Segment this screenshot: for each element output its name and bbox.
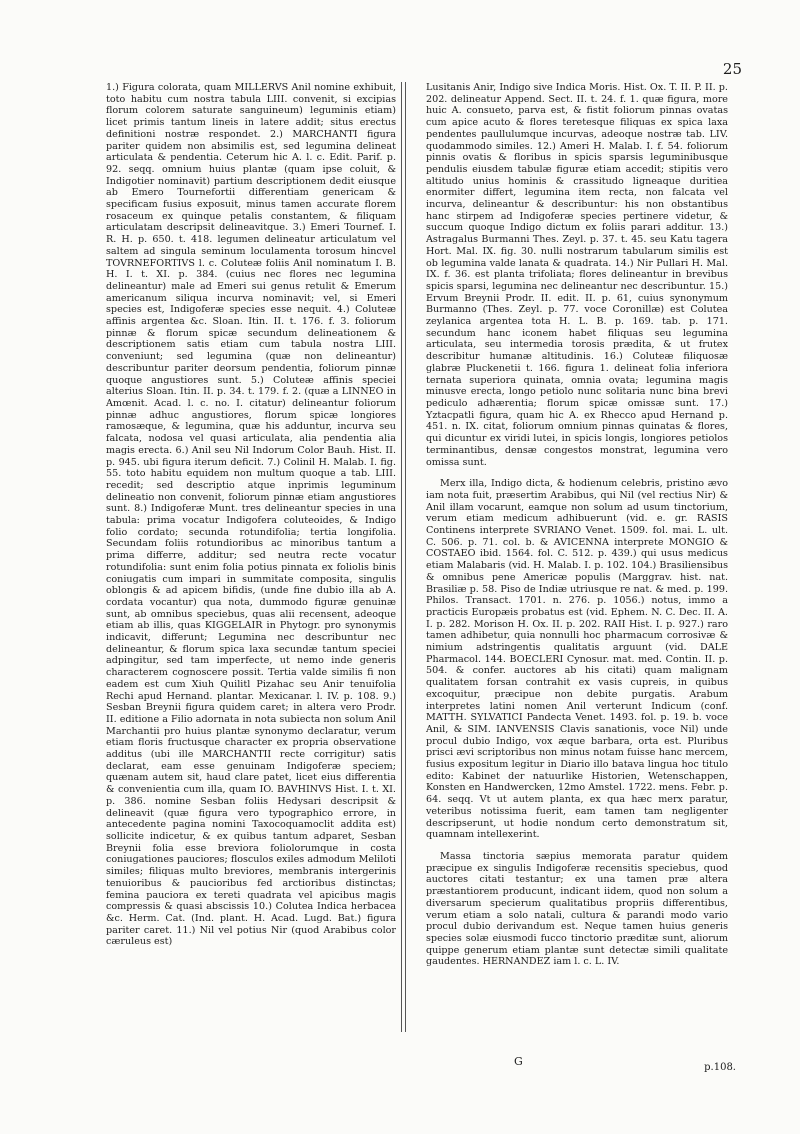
right-paragraph-2: Merx illa, Indigo dicta, & hodienum celebris, pristino ævo iam nota fuit, præsertim Arabibus, qui Nil (vel rectius Nir) & Anil illam vocarunt, eamque non solum ad usum tinctorium, verum etiam medicum adhibuerunt (vid. e. gr. RASIS Continens interprete SVRIANO Venet. 1509. fol. mai. L. ult. C. 506. p. 71. col. b. & AVICENNA interprete MONGIO & COSTAEO ibid. 1564. fol. C. 512. p. 439.) qui usus medicus etiam Malabaris (vid. H. Malab. I. p. 102. 104.) Brasiliensibus & omnibus pene Americæ populis (Marggrav. hist. nat. Brasiliæ p. 58. Piso de Indiæ utriusque re nat. & med. p. 199. Philos. Transact. 1701. n. 276. p. 1056.) notus, immo a practicis Europæis probatus est (vid. Ephem. N. C. Dec. II. A. I. p. 282. Morison H. Ox. II. p. 202. RAII Hist. I. p. 927.) raro tamen adhibetur, quia nonnulli hoc pharmacum corrosivæ & nimium adstringentis qualitatis arguunt (vid. DALE Pharmacol. 144. BOECLERI Cynosur. mat. med. Contin. II. p. 504. & confer. auctores ab his citati) quam malignam qualitatem forsan contrahit ex vasis cupreis, in quibus excoquitur, præcipue non debite purgatis. Arabum interpretes latini nomen Anil verterunt Indicum (conf. MATTH. SYLVATICI Pandecta Venet. 1493. fol. p. 19. b. voce Anil, & SIM. IANVENSIS Clavis sanationis, voce Nil) unde procul dubio Indigo, vox æque barbara, orta est. Pluribus prisci ævi scriptoribus non minus notam fuisse hanc mercem, fusius expositum legitur in Diario illo batava lingua hoc titulo edito: Kabinet der natuurlike Historien, Wetenschappen, Konsten en Handwercken, 12mo Amstel. 1722. mens. Febr. p. 64. seqq. Vt ut autem planta, ex qua hæc merx paratur, veteribus notissima fuerit, eam tamen tam negligenter descripserunt, ut hodie nondum certo demonstratum sit, quamnam intellexerint. bbox=[426, 478, 728, 841]
catchword: p.108. bbox=[704, 1062, 736, 1073]
page-number: 25 bbox=[722, 60, 742, 78]
column-rule-inner bbox=[405, 82, 406, 1032]
signature-mark: G bbox=[514, 1055, 523, 1068]
right-column bbox=[426, 82, 728, 968]
left-paragraph-1: 1.) Figura colorata, quam MILLERVS Anil nomine exhibuit, toto habitu cum nostra tabula LIII. convenit, si excipias florum colorem saturate sanguineum) leguminis etiam) licet primis tantum lineis in latere addit; situs erectus definitioni nostræ respondet. 2.) MARCHANTI figura pariter quidem non absimilis est, sed legumina delineat articulata & pendentia. Ceterum hic A. l. c. Edit. Parif. p. 92. seqq. omnium huius plantæ (quam ipse coluit, & Indigotier nominavit) partium descriptionem dedit eiusque ab Emero Tournefortii differentiam genericam & specificam fusius exposuit, minus tamen accurate florem rosaceum ex quinque petalis constantem, & filiquam articulatam descripsit delineavitque. 3.) Emeri Tournef. I. R. H. p. 650. t. 418. legumen delineatur articulatum vel saltem ad singula seminum loculamenta torosum hincvel TOVRNEFORTIVS l. c. Coluteæ foliis Anil nominatum I. B. H. I. t. XI. p. 384. (cuius nec flores nec legumina delineantur) male ad Emeri sui genus retulit & Emerum americanum siliqua incurva nominavit; vel, si Emeri species est, Indigoferæ species esse nequit. 4.) Coluteæ affinis argentea &c. Sloan. Itin. II. t. 176. f. 3. foliorum pinnæ & florum spicæ secundum delineationem & descriptionem satis etiam cum tabula nostra LIII. conveniunt; sed legumina (quæ non delineantur) describuntur pariter deorsum pendentia, foliorum pinnæ quoque angustiores sunt. 5.) Coluteæ affinis speciei alterius Sloan. Itin. II. p. 34. t. 179. f. 2. (quæ a LINNEO in Amœnit. Acad. l. c. no. I. citatur) delineantur foliorum pinnæ adhuc angustiores, florum spicæ longiores ramosæque, & legumina, quæ his adduntur, incurva seu falcata, nodosa vel quasi articulata, alia pendentia alia magis erecta. 6.) Anil seu Nil Indorum Color Bauh. Hist. II. p. 945. ubi figura iterum deficit. 7.) Colinil H. Malab. I. fig. 55. toto habitu equidem non multum quoque a tab. LIII. recedit; sed descriptio atque inprimis leguminum delineatio non convenit, foliorum pinnæ etiam angustiores sunt. 8.) Indigoferæ Munt. tres delineantur species in una tabula: prima vocatur Indigofera coluteoides, & Indigo folio cordato; secunda rotundifolia; tertia longifolia. Secundam foliis rotundioribus ac minoribus tantum a prima differre, additur; sed neutra recte vocatur rotundifolia: sunt enim folia potius pinnata ex foliolis binis coniugatis cum impari in summitate composita, singulis oblongis & ad apicem bifidis, (unde fine dubio illa ab A. cordata vocantur) qua nota, dummodo figuræ genuinæ sunt, ab omnibus speciebus, quas alii recensent, adeoque etiam ab illis, quas KIGGELAIR in Phytogr. pro synonymis indicavit, differunt; Legumina nec describuntur nec delineantur, & florum spica laxa secundæ tantum speciei adpingitur, sed tam imperfecte, ut nemo inde generis characterem cognoscere possit. Tertia valde similis fi non eadem est cum Xiuh Quilitl Pizahac seu Anir tenuifolia Rechi apud Hernand. plantar. Mexicanar. l. IV. p. 108. 9.) Sesban Breynii figura quidem caret; in altera vero Prodr. II. editione a Filio adornata in nota subiecta non solum Anil Marchantii pro huius plantæ synonymo declaratur, verum etiam floris fructusque character ex propria observatione additus (ubi ille MARCHANTII recte corrigitur) satis declarat, eam esse genuinam Indigoferæ speciem; quænam autem sit, haud clare patet, licet eius differentia & convenientia cum illa, quam IO. BAVHINVS Hist. I. t. XI. p. 386. nomine Sesban foliis Hedysari descripsit & delineavit (quæ figura vero typographico errore, in antecedente pagina nomini Taxocoquamoclit addita est) sollicite indicetur, & ex quibus tantum adparet, Sesban Breynii folia esse breviora foliolorumque in costa coniugationes pauciores; flosculos exiles admodum Meliloti similes; filiquas multo breviores, membranis intergerinis tenuioribus & paucioribus fed arctioribus distinctas; femina pauciora ex tereti quadrata vel apicibus magis compressis & quasi abscissis 10.) Colutea Indica herbacea &c. Herm. Cat. (Ind. plant. H. Acad. Lugd. Bat.) figura pariter caret. 11.) Nil vel potius Nir (quod Arabibus color cæruleus est) bbox=[106, 82, 396, 948]
column-rule-outer bbox=[401, 82, 402, 1032]
right-paragraph-3: Massa tinctoria sæpius memorata paratur quidem præcipue ex singulis Indigoferæ recensitis speciebus, quod auctores citati testantur; ex una tamen præ altera præstantiorem producunt, indicant iidem, quod non solum a diversarum specierum qualitatibus propriis differentibus, verum etiam a solo natali, cultura & parandi modo vario procul dubio derivandum est. Neque tamen huius generis species solæ eiusmodi fucco tinctorio præditæ sunt, aliorum quippe generum etiam plantæ sunt detectæ simili qualitate gaudentes. HERNANDEZ iam l. c. L. IV. bbox=[426, 851, 728, 968]
left-column bbox=[106, 82, 396, 948]
right-paragraph-1: Lusitanis Anir, Indigo sive Indica Moris. Hist. Ox. T. II. P. II. p. 202. delineatur Append. Sect. II. t. 24. f. 1. quæ figura, more huic A. consueto, parva est, & fistit foliorum pinnas ovatas cum apice acuto & flores teretesque filiquas ex spica laxa pendentes paullulumque incurvas, adeoque nostræ tab. LIV. quodammodo similes. 12.) Ameri H. Malab. I. f. 54. foliorum pinnis ovatis & floribus in spicis sparsis leguminibusque pendulis eiusdem tabulæ figuræ etiam accedit; stipitis vero altitudo unius hominis & crassitudo ligneaque duritiea enormiter differt, legumina item recta, non falcata vel incurva, delineantur & describuntur: his non obstantibus hanc stirpem ad Indigoferæ species pertinere videtur, & succum quoque Indigo dictum ex foliis parari additur. 13.) Astragalus Burmanni Thes. Zeyl. p. 37. t. 45. seu Katu tagera Hort. Mal. IX. fig. 30. nulli nostrarum tabularum similis est ob legumina valde lanata & quadrata. 14.) Nir Pullari H. Mal. IX. f. 36. est planta trifoliata; flores delineantur in brevibus spicis sparsi, legumina nec delineantur nec describuntur. 15.) Ervum Breynii Prodr. II. edit. II. p. 61, cuius synonymum Burmanno (Thes. Zeyl. p. 77. voce Coronillæ) est Colutea zeylanica argentea tota H. L. B. p. 169. tab. p. 171. secundum hanc iconem habet filiquas seu legumina articulata, seu intermedia torosis prædita, & ut frutex describitur humanæ altitudinis. 16.) Coluteæ filiquosæ glabræ Pluckenetii t. 166. figura 1. delineat folia inferiora ternata superiora quinata, omnia ovata; legumina magis minusve erecta, longo petiolo nunc solitaria nunc bina brevi pediculo adhærentia; florum spicæ omissæ sunt. 17.) Yztacpatli figura, quam hic A. ex Rhecco apud Hernand p. 451. n. IX. citat, foliorum omnium pinnas quinatas & flores, qui dicuntur ex viridi lutei, in spicis longis, longiores petiolos terminantibus, densæ congestos monstrat, legumina vero omissa sunt. bbox=[426, 82, 728, 468]
